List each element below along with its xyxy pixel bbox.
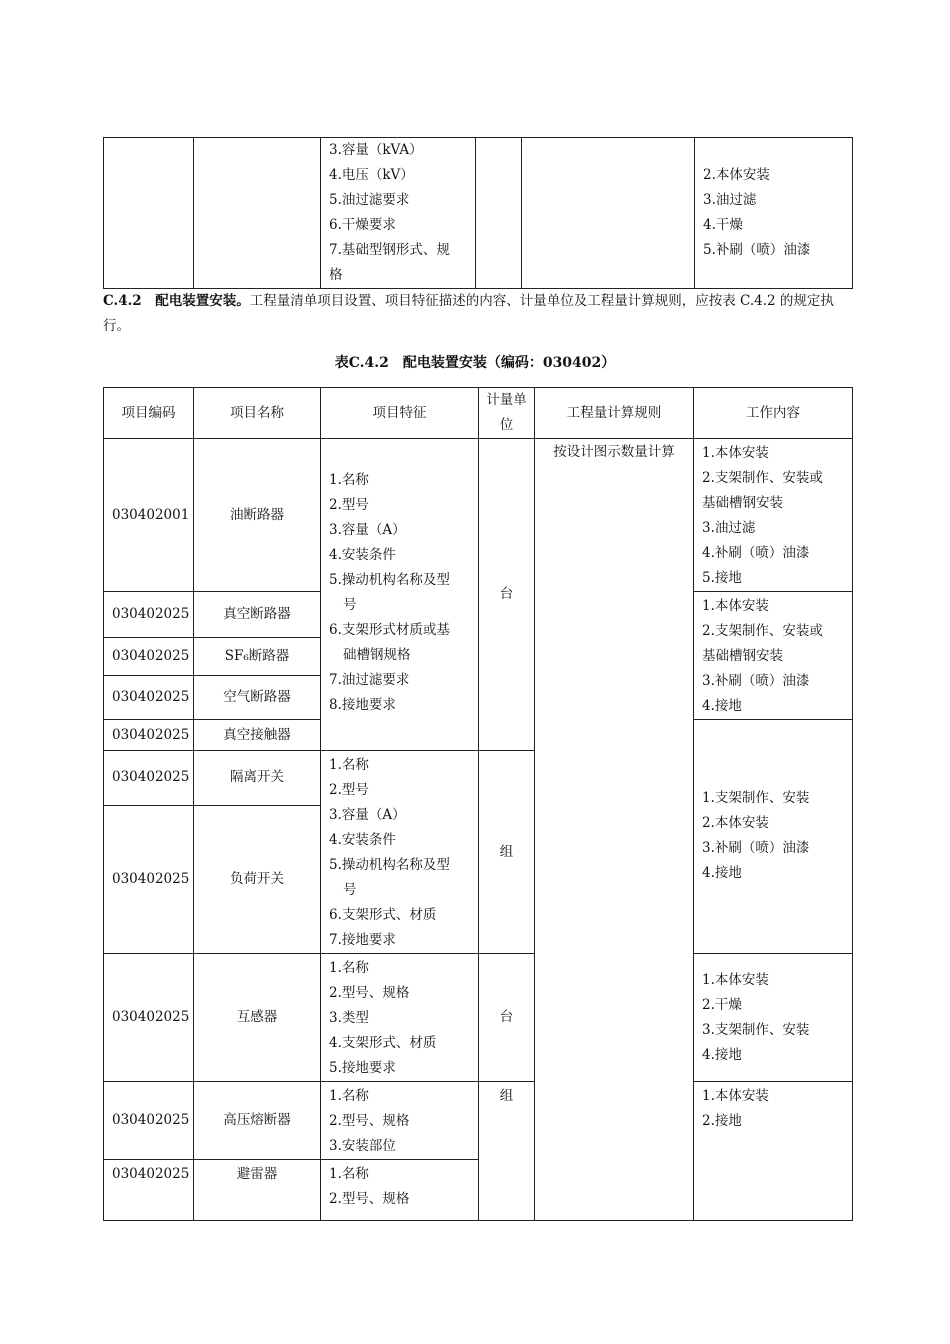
feature-item: 4.支架形式、材质 (329, 1035, 437, 1051)
unit-cell: 组 (479, 751, 535, 954)
work-list-group4 (694, 954, 853, 1082)
feature-item: 7.油过滤要求 (329, 672, 410, 688)
unit-cell: 台 (479, 954, 535, 1082)
feature-item: 4.电压（kV） (329, 167, 414, 183)
feature-item: 2.型号、规格 (329, 1191, 410, 1207)
feature-item: 1.名称 (329, 960, 369, 976)
feature-list-group4 (321, 1082, 479, 1160)
row-name: 互感器 (194, 954, 321, 1082)
row-code: 030402025 (104, 720, 194, 751)
feature-item: 号 (343, 882, 357, 898)
header-name: 项目名称 (194, 388, 321, 439)
work-item: 2.本体安装 (703, 167, 770, 183)
main-table (103, 387, 853, 1221)
feature-item: 5.操动机构名称及型 (329, 572, 450, 588)
row-code: 030402025 (104, 954, 194, 1082)
work-item: 5.接地 (702, 570, 742, 586)
unit-cell: 组 (479, 1082, 535, 1221)
work-list-group5 (694, 1082, 853, 1221)
work-item: 3.补刷（喷）油漆 (702, 673, 810, 689)
work-item: 2.接地 (702, 1113, 742, 1129)
table-caption: 表C.4.2 配电装置安装（编码：030402） (334, 355, 616, 371)
work-item: 4.接地 (702, 865, 742, 881)
feature-item: 2.型号、规格 (329, 1113, 410, 1129)
empty-cell (476, 138, 522, 289)
work-item: 3.油过滤 (702, 520, 756, 536)
row-code: 030402025 (104, 1082, 194, 1160)
continuation-table (103, 137, 853, 289)
section-heading: C.4.2 配电装置安装。 (103, 293, 250, 309)
header-unit: 计量单位 (479, 388, 535, 439)
work-item: 3.油过滤 (703, 192, 757, 208)
row-code: 030402025 (104, 592, 194, 638)
work-item: 3.支架制作、安装 (702, 1022, 810, 1038)
work-item: 3.补刷（喷）油漆 (702, 840, 810, 856)
row-name: 油断路器 (194, 439, 321, 592)
section-body: 工程量清单项目设置、项目特征描述的内容、计量单位及工程量计算规则，应按表 C.4.2 的规定执行。 (103, 293, 834, 334)
header-work: 工作内容 (694, 388, 853, 439)
work-list-group1 (694, 439, 853, 592)
work-item: 基础槽钢安装 (702, 648, 783, 664)
feature-item: 础槽钢规格 (343, 647, 411, 663)
feature-item: 3.容量（A） (329, 522, 406, 538)
work-item: 2.支架制作、安装或 (702, 623, 823, 639)
feature-item: 8.接地要求 (329, 697, 396, 713)
row-code: 030402025 (104, 675, 194, 719)
feature-item: 5.油过滤要求 (329, 192, 410, 208)
row-name: 避雷器 (194, 1160, 321, 1221)
feature-item: 1.名称 (329, 472, 369, 488)
feature-item: 5.操动机构名称及型 (329, 857, 450, 873)
work-item: 1.支架制作、安装 (702, 790, 810, 806)
work-item: 1.本体安装 (702, 445, 769, 461)
empty-cell (522, 138, 695, 289)
work-item: 4.接地 (702, 698, 742, 714)
header-feature: 项目特征 (321, 388, 479, 439)
feature-item: 3.安装部位 (329, 1138, 396, 1154)
work-item: 4.接地 (702, 1047, 742, 1063)
row-name: 高压熔断器 (194, 1082, 321, 1160)
row-code: 030402025 (104, 805, 194, 953)
row-code: 030402025 (104, 751, 194, 806)
work-item: 1.本体安装 (702, 1088, 769, 1104)
row-name: 真空接触器 (194, 720, 321, 751)
feature-list-group1 (321, 439, 479, 751)
feature-item: 1.名称 (329, 1166, 369, 1182)
feature-list (321, 138, 476, 289)
feature-item: 3.容量（A） (329, 807, 406, 823)
empty-cell (104, 138, 194, 289)
work-item: 1.本体安装 (702, 972, 769, 988)
feature-item: 5.接地要求 (329, 1060, 396, 1076)
header-code: 项目编码 (104, 388, 194, 439)
feature-item: 1.名称 (329, 757, 369, 773)
row-name: 隔离开关 (194, 751, 321, 806)
row-name: SF₆断路器 (194, 638, 321, 675)
feature-item: 2.型号 (329, 497, 369, 513)
feature-item: 6.干燥要求 (329, 217, 396, 233)
rule-cell: 按设计图示数量计算 (535, 439, 694, 1221)
feature-item: 7.基础型钢形式、规 (329, 242, 450, 258)
feature-item: 3.容量（kVA） (329, 142, 423, 158)
feature-list-group5 (321, 1160, 479, 1221)
feature-item: 号 (343, 597, 357, 613)
feature-list-group2 (321, 751, 479, 954)
section-paragraph (103, 289, 853, 339)
work-item: 4.补刷（喷）油漆 (702, 545, 810, 561)
work-item: 1.本体安装 (702, 598, 769, 614)
feature-item: 2.型号 (329, 782, 369, 798)
empty-cell (194, 138, 321, 289)
feature-item: 2.型号、规格 (329, 985, 410, 1001)
feature-list-group3 (321, 954, 479, 1082)
row-code: 030402025 (104, 638, 194, 675)
row-name: 真空断路器 (194, 592, 321, 638)
row-name: 空气断路器 (194, 675, 321, 719)
feature-item: 6.支架形式材质或基 (329, 622, 450, 638)
work-item: 2.支架制作、安装或 (702, 470, 823, 486)
work-item: 2.干燥 (702, 997, 742, 1013)
work-item: 基础槽钢安装 (702, 495, 783, 511)
feature-item: 格 (329, 267, 343, 283)
feature-item: 3.类型 (329, 1010, 369, 1026)
work-list (695, 138, 853, 289)
feature-item: 7.接地要求 (329, 932, 396, 948)
work-list-group3 (694, 720, 853, 954)
work-item: 2.本体安装 (702, 815, 769, 831)
work-item: 4.干燥 (703, 217, 743, 233)
feature-item: 1.名称 (329, 1088, 369, 1104)
row-code: 030402025 (104, 1160, 194, 1221)
header-rule: 工程量计算规则 (535, 388, 694, 439)
row-code: 030402001 (104, 439, 194, 592)
feature-item: 4.安装条件 (329, 832, 396, 848)
row-name: 负荷开关 (194, 805, 321, 953)
feature-item: 4.安装条件 (329, 547, 396, 563)
unit-cell: 台 (479, 439, 535, 751)
work-item: 5.补刷（喷）油漆 (703, 242, 811, 258)
feature-item: 6.支架形式、材质 (329, 907, 437, 923)
work-list-group2 (694, 592, 853, 720)
